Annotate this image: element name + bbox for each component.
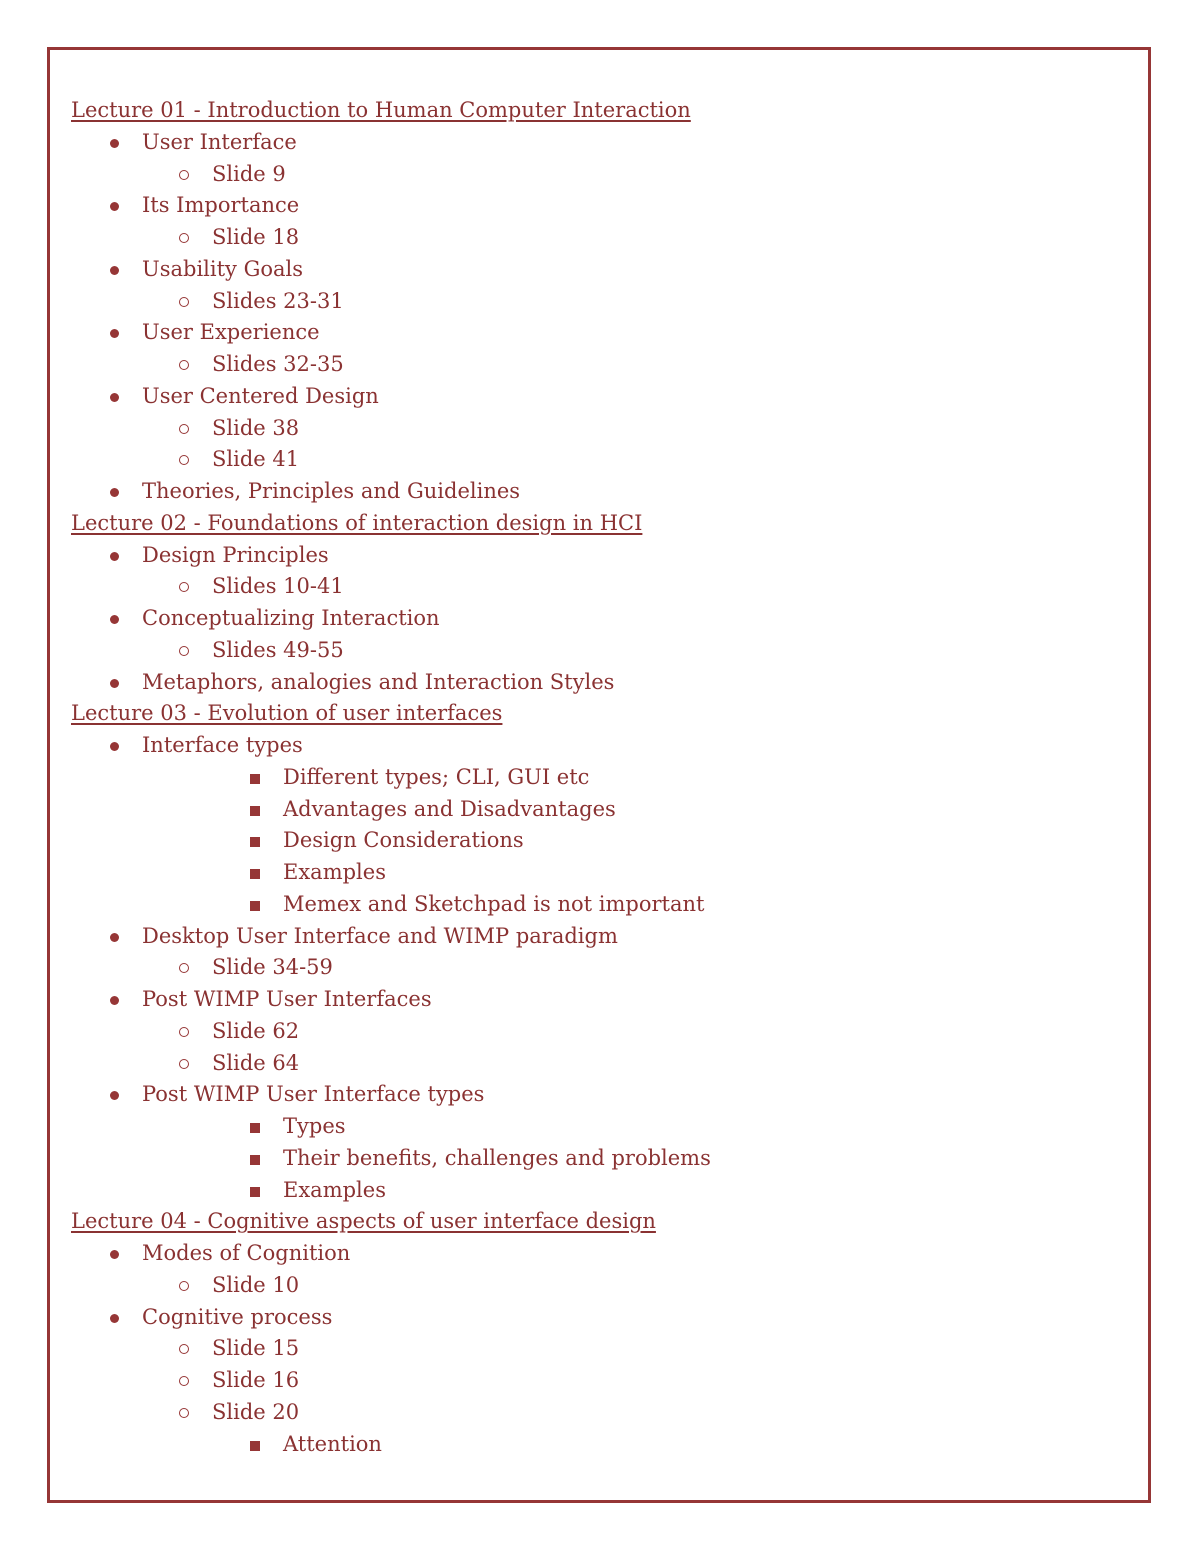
slide-label: Slide 20 xyxy=(212,1399,300,1424)
slide-reference xyxy=(71,1365,1131,1397)
topic-post-wimp xyxy=(71,984,1131,1016)
slide-reference xyxy=(71,1333,1131,1365)
slide-label: Slide 18 xyxy=(212,225,300,249)
filled-circle-bullet-icon xyxy=(110,1250,119,1259)
slide-reference xyxy=(71,286,1131,318)
filled-circle-bullet-icon xyxy=(110,139,119,148)
slide-reference xyxy=(71,1048,1131,1080)
topic-label: User Experience xyxy=(142,320,320,345)
slide-reference xyxy=(71,952,1131,984)
topic-its-importance xyxy=(71,190,1131,222)
detail-item xyxy=(71,794,1131,826)
topic-metaphors-analogies xyxy=(71,667,1131,699)
slide-label: Slide 64 xyxy=(212,1050,300,1075)
slide-reference xyxy=(71,444,1131,476)
square-bullet-icon xyxy=(250,837,260,847)
filled-circle-bullet-icon xyxy=(110,488,119,497)
detail-label: Advantages and Disadvantages xyxy=(283,796,616,821)
hollow-circle-bullet-icon xyxy=(179,170,189,180)
slide-reference xyxy=(71,1397,1131,1429)
lecture-outline xyxy=(71,95,1131,1460)
hollow-circle-bullet-icon xyxy=(179,297,189,307)
slide-reference xyxy=(71,571,1131,603)
detail-item xyxy=(71,1143,1131,1175)
detail-label: Different types; CLI, GUI etc xyxy=(283,764,590,789)
lecture-02-heading: Lecture 02 - Foundations of interaction design in HCI xyxy=(71,510,643,535)
detail-label: Design Considerations xyxy=(283,828,524,853)
hollow-circle-bullet-icon xyxy=(179,582,189,592)
filled-circle-bullet-icon xyxy=(110,329,119,338)
slide-reference xyxy=(71,635,1131,667)
topic-user-interface xyxy=(71,127,1131,159)
hollow-circle-bullet-icon xyxy=(179,1281,189,1291)
topic-usability-goals xyxy=(71,254,1131,286)
hollow-circle-bullet-icon xyxy=(179,233,189,243)
square-bullet-icon xyxy=(250,1441,260,1451)
topic-label: Desktop User Interface and WIMP paradigm xyxy=(142,923,618,948)
hollow-circle-bullet-icon xyxy=(179,1027,189,1037)
topic-label: Modes of Cognition xyxy=(142,1241,351,1265)
hollow-circle-bullet-icon xyxy=(179,1059,189,1069)
hollow-circle-bullet-icon xyxy=(179,1376,189,1386)
filled-circle-bullet-icon xyxy=(110,1091,119,1100)
detail-label: Memex and Sketchpad is not important xyxy=(283,891,705,916)
hollow-circle-bullet-icon xyxy=(179,646,189,656)
slide-label: Slides 23-31 xyxy=(212,288,344,313)
lecture-04-heading: Lecture 04 - Cognitive aspects of user interface design xyxy=(71,1209,656,1234)
detail-item xyxy=(71,1175,1131,1207)
detail-label: Examples xyxy=(283,1177,386,1202)
detail-item xyxy=(71,857,1131,889)
square-bullet-icon xyxy=(250,869,260,879)
hollow-circle-bullet-icon xyxy=(179,455,189,465)
square-bullet-icon xyxy=(250,774,260,784)
filled-circle-bullet-icon xyxy=(110,266,119,275)
slide-label: Slide 38 xyxy=(212,415,300,440)
detail-item xyxy=(71,1429,1131,1461)
slide-label: Slide 41 xyxy=(212,447,300,472)
topic-desktop-wimp xyxy=(71,921,1131,953)
topic-design-principles xyxy=(71,540,1131,572)
lecture-01-heading: Lecture 01 - Introduction to Human Computer Interaction xyxy=(71,98,691,122)
slide-reference xyxy=(71,159,1131,191)
topic-label: Usability Goals xyxy=(142,256,303,281)
topic-label: Conceptualizing Interaction xyxy=(142,606,440,630)
topic-conceptualizing-interaction xyxy=(71,603,1131,635)
topic-label: Post WIMP User Interface types xyxy=(142,1082,485,1107)
topic-label: Post WIMP User Interfaces xyxy=(142,987,432,1011)
slide-label: Slide 10 xyxy=(212,1272,300,1297)
filled-circle-bullet-icon xyxy=(110,1314,119,1323)
slide-label: Slides 49-55 xyxy=(212,637,344,662)
topic-label: Interface types xyxy=(142,733,303,757)
hollow-circle-bullet-icon xyxy=(179,424,189,434)
slide-label: Slide 16 xyxy=(212,1368,300,1392)
hollow-circle-bullet-icon xyxy=(179,1408,189,1418)
slide-label: Slides 10-41 xyxy=(212,574,344,599)
filled-circle-bullet-icon xyxy=(110,996,119,1005)
slide-reference xyxy=(71,1270,1131,1302)
square-bullet-icon xyxy=(250,1187,260,1197)
slide-reference xyxy=(71,349,1131,381)
topic-user-centered-design xyxy=(71,381,1131,413)
topic-label: User Interface xyxy=(142,129,297,154)
topic-label: Design Principles xyxy=(142,542,329,567)
detail-label: Attention xyxy=(283,1431,382,1456)
topic-modes-of-cognition xyxy=(71,1238,1131,1270)
detail-label: Examples xyxy=(283,860,386,884)
topic-interface-types xyxy=(71,730,1131,762)
hollow-circle-bullet-icon xyxy=(179,360,189,370)
slide-reference xyxy=(71,222,1131,254)
square-bullet-icon xyxy=(250,1155,260,1165)
topic-user-experience xyxy=(71,317,1131,349)
topic-label: Cognitive process xyxy=(142,1304,333,1329)
detail-label: Types xyxy=(283,1114,346,1138)
slide-label: Slide 15 xyxy=(212,1336,300,1361)
topic-label: User Centered Design xyxy=(142,383,379,408)
detail-item xyxy=(71,825,1131,857)
detail-item xyxy=(71,1111,1131,1143)
detail-item xyxy=(71,889,1131,921)
slide-reference xyxy=(71,1016,1131,1048)
slide-label: Slide 34-59 xyxy=(212,955,333,980)
filled-circle-bullet-icon xyxy=(110,393,119,402)
filled-circle-bullet-icon xyxy=(110,933,119,942)
filled-circle-bullet-icon xyxy=(110,615,119,624)
topic-theories-principles xyxy=(71,476,1131,508)
hollow-circle-bullet-icon xyxy=(179,1344,189,1354)
slide-label: Slides 32-35 xyxy=(212,352,344,376)
hollow-circle-bullet-icon xyxy=(179,963,189,973)
slide-label: Slide 62 xyxy=(212,1018,300,1043)
detail-item xyxy=(71,762,1131,794)
topic-label: Metaphors, analogies and Interaction Styles xyxy=(142,669,615,694)
filled-circle-bullet-icon xyxy=(110,202,119,211)
square-bullet-icon xyxy=(250,806,260,816)
filled-circle-bullet-icon xyxy=(110,552,119,561)
slide-label: Slide 9 xyxy=(212,161,286,186)
topic-cognitive-process xyxy=(71,1302,1131,1334)
lecture-03-heading: Lecture 03 - Evolution of user interfaces xyxy=(71,701,503,726)
detail-label: Their benefits, challenges and problems xyxy=(283,1145,711,1170)
topic-label: Theories, Principles and Guidelines xyxy=(142,479,521,503)
filled-circle-bullet-icon xyxy=(110,679,119,688)
filled-circle-bullet-icon xyxy=(110,742,119,751)
topic-label: Its Importance xyxy=(142,193,300,218)
topic-post-wimp-types xyxy=(71,1079,1131,1111)
slide-reference xyxy=(71,413,1131,445)
square-bullet-icon xyxy=(250,1123,260,1133)
square-bullet-icon xyxy=(250,901,260,911)
